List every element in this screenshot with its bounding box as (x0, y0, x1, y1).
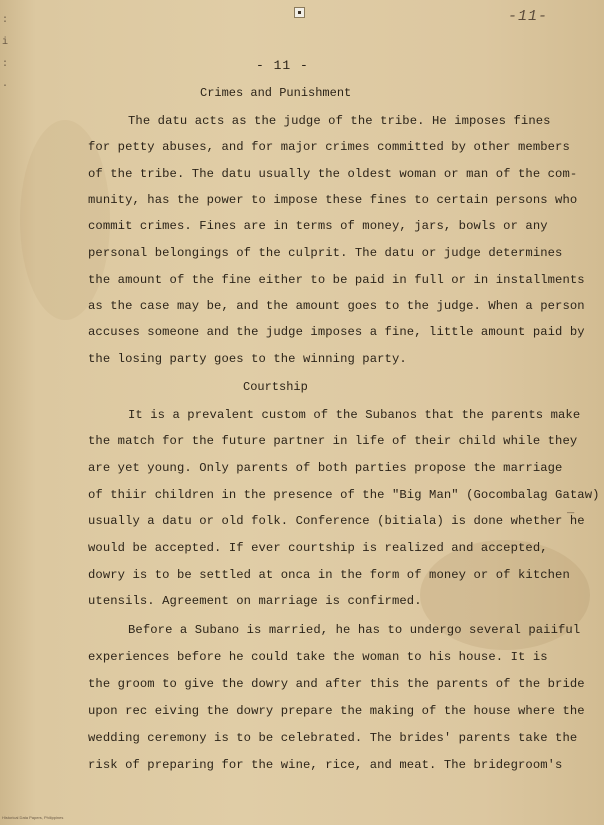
text-line: It is a prevalent custom of the Subanos that the parents make (128, 408, 581, 422)
page-number: - 11 - (256, 58, 309, 73)
section-heading-courtship: Courtship (243, 380, 308, 394)
text-line: experiences before he could take the woman to his house. It is (88, 650, 548, 664)
handwritten-page-number: -11- (508, 8, 549, 25)
text-line: wedding ceremony is to be celebrated. The brides' parents take the (88, 731, 578, 745)
left-margin-marks (2, 10, 8, 98)
footer-text: Historical Data Papers, Philippines (2, 815, 64, 820)
margin-dash: _ (567, 502, 575, 516)
margin-mark: i (2, 37, 9, 48)
text-line: are yet young. Only parents of both parties propose the marriage (88, 461, 563, 475)
text-line: commit crimes. Fines are in terms of money, jars, bowls or any (88, 219, 548, 233)
margin-mark: · (2, 81, 9, 92)
text-line: The datu acts as the judge of the tribe. He imposes fines (128, 114, 551, 128)
margin-mark: : (2, 15, 9, 26)
text-line: Before a Subano is married, he has to undergo several paiiful (128, 623, 581, 637)
text-line: for petty abuses, and for major crimes committed by other members (88, 140, 570, 154)
text-line: of the tribe. The datu usually the oldest woman or man of the com- (88, 167, 578, 181)
text-line: risk of preparing for the wine, rice, and meat. The bridegroom's (88, 758, 563, 772)
text-line: upon rec eiving the dowry prepare the making of the house where the (88, 704, 585, 718)
text-line: the amount of the fine either to be paid in full or in installments (88, 273, 585, 287)
text-line: munity, has the power to impose these fines to certain persons who (88, 193, 578, 207)
staple-mark (294, 7, 305, 18)
text-line: personal belongings of the culprit. The datu or judge determines (88, 246, 563, 260)
margin-mark: : (2, 59, 9, 70)
text-line: the losing party goes to the winning party. (88, 352, 407, 366)
text-line: dowry is to be settled at onca in the form of money or of kitchen (88, 568, 570, 582)
section-heading-crimes: Crimes and Punishment (200, 86, 352, 100)
text-line: utensils. Agreement on marriage is confirmed. (88, 594, 422, 608)
text-line: of thiir children in the presence of the "Big Man" (Gocombalag Gataw) (88, 488, 600, 502)
text-line: usually a datu or old folk. Conference (bitiala) is done whether he (88, 514, 585, 528)
text-line: the groom to give the dowry and after this the parents of the bride (88, 677, 585, 691)
text-line: would be accepted. If ever courtship is realized and accepted, (88, 541, 548, 555)
text-line: the match for the future partner in life of their child while they (88, 434, 578, 448)
text-line: as the case may be, and the amount goes to the judge. When a person (88, 299, 585, 313)
text-line: accuses someone and the judge imposes a fine, little amount paid by (88, 325, 585, 339)
